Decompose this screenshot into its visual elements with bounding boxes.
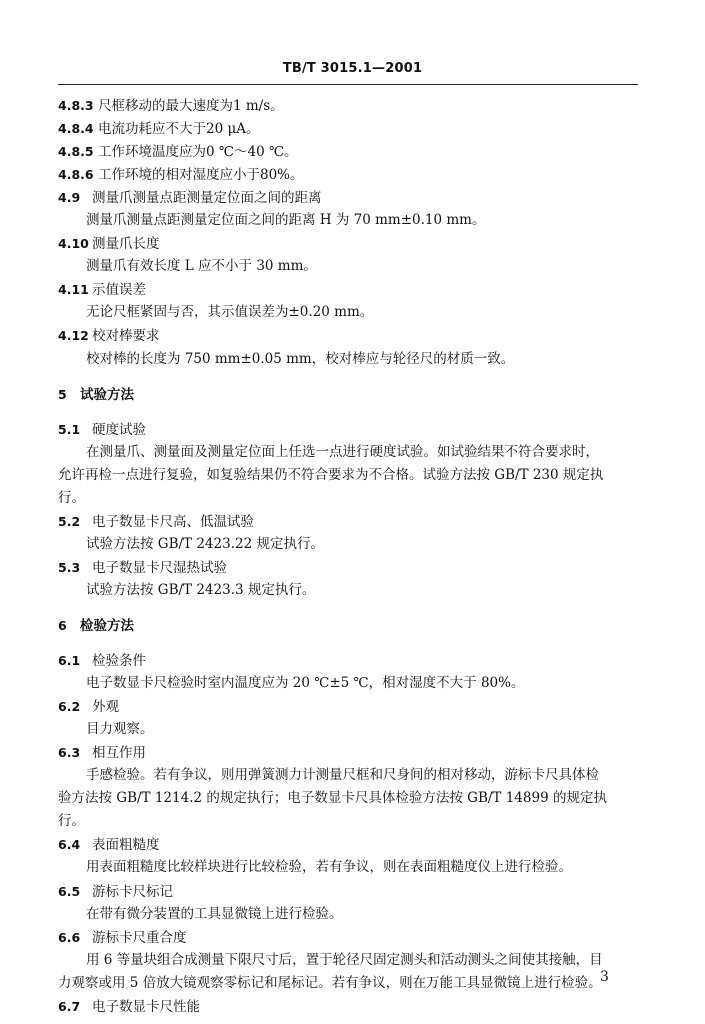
- clause-number: 6.6: [58, 929, 81, 945]
- clause-number: 4.11: [58, 282, 89, 298]
- clause-title: 电子数显卡尺高、低温试验: [92, 513, 254, 530]
- clause-title: 硬度试验: [92, 421, 146, 438]
- clause-6-7: [58, 995, 640, 1018]
- clause-number: 6.7: [58, 998, 81, 1014]
- clause-number: 6.5: [58, 883, 81, 899]
- clause-4-8-4: [58, 117, 640, 140]
- clause-title: 相互作用: [92, 745, 146, 762]
- clause-number: 4.9: [58, 190, 81, 206]
- clause-text: 电流功耗应不大于20 μA。: [98, 121, 260, 138]
- clause-number: 6.1: [58, 653, 81, 669]
- section-gap: [58, 371, 640, 383]
- clause-6-3: [58, 741, 640, 764]
- clause-title: 检验条件: [92, 653, 146, 670]
- clause-title: 校对棒要求: [92, 328, 160, 345]
- clause-body-continued: 验方法按 GB/T 1214.2 的规定执行；电子数显卡尺具体检验方法按 GB/T 14899 的规定执: [58, 790, 607, 807]
- clause-4-8-3: [58, 94, 640, 117]
- clause-body: 无论尺框紧固与否，其示值误差为±0.20 mm。: [86, 304, 374, 321]
- clause-4-11: [58, 278, 640, 301]
- clause-4-12: [58, 324, 640, 347]
- clause-4-9: [58, 186, 640, 209]
- section-gap: [58, 602, 640, 614]
- clause-5-1: [58, 418, 640, 441]
- clause-text: 工作环境的相对湿度应小于80%。: [98, 167, 304, 184]
- clause-body: 测量爪有效长度 L 应不小于 30 mm。: [86, 258, 317, 275]
- clause-body: 测量爪测量点距测量定位面之间的距离 H 为 70 mm±0.10 mm。: [86, 212, 486, 229]
- clause-title: 测量爪测量点距测量定位面之间的距离: [92, 190, 322, 207]
- clause-body-continued: 允许再检一点进行复验，如复验结果仍不符合要求为不合格。试验方法按 GB/T 230 规定执: [58, 466, 604, 483]
- clause-title: 游标卡尺标记: [92, 883, 173, 900]
- clause-text: 工作环境温度应为0 ℃～40 ℃。: [98, 144, 298, 161]
- clause-title: 游标卡尺重合度: [92, 929, 187, 946]
- clause-6-2: [58, 695, 640, 718]
- clause-body-continued: 行。: [58, 813, 85, 830]
- clause-number: 4.12: [58, 328, 89, 344]
- clause-number: 4.10: [58, 236, 89, 252]
- clause-body: 电子数显卡尺检验时室内温度应为 20 ℃±5 ℃，相对湿度不大于 80%。: [86, 675, 525, 692]
- clause-6-4: [58, 833, 640, 856]
- section-title: 检验方法: [80, 617, 134, 634]
- clause-5-3: [58, 556, 640, 579]
- document-body: [58, 94, 640, 1018]
- clause-body-continued: 力观察或用 5 倍放大镜观察零标记和尾标记。若有争议，则在万能工具显微镜上进行检验。: [58, 974, 602, 991]
- clause-body: 在带有微分装置的工具显微镜上进行检验。: [86, 905, 343, 922]
- clause-6-5: [58, 880, 640, 903]
- clause-body-continued: 行。: [58, 489, 85, 506]
- clause-title: 电子数显卡尺性能: [92, 998, 200, 1015]
- clause-4-8-5: [58, 140, 640, 163]
- clause-6-1: [58, 649, 640, 672]
- clause-number: 6.3: [58, 745, 81, 761]
- clause-title: 电子数显卡尺湿热试验: [92, 559, 227, 576]
- clause-number: 5.1: [58, 421, 81, 437]
- clause-title: 示值误差: [92, 282, 146, 299]
- document-header: TB/T 3015.1—2001: [282, 61, 423, 76]
- clause-number: 4.8.3: [58, 98, 94, 113]
- section-title: 试验方法: [80, 386, 134, 403]
- clause-text: 尺框移动的最大速度为1 m/s。: [98, 98, 284, 114]
- clause-title: 外观: [92, 699, 119, 716]
- clause-body: 手感检验。若有争议，则用弹簧测力计测量尺框和尺身间的相对移动，游标卡尺具体检: [86, 767, 599, 784]
- clause-number: 4.8.5: [58, 144, 94, 160]
- section-number: 6: [58, 617, 67, 633]
- clause-6-6: [58, 926, 640, 949]
- clause-body: 试验方法按 GB/T 2423.3 规定执行。: [86, 581, 316, 598]
- clause-body: 试验方法按 GB/T 2423.22 规定执行。: [86, 535, 324, 552]
- clause-number: 6.2: [58, 699, 81, 715]
- clause-4-8-6: [58, 163, 640, 186]
- clause-body: 校对棒的长度为 750 mm±0.05 mm，校对棒应与轮径尺的材质一致。: [86, 350, 515, 367]
- clause-5-2: [58, 510, 640, 533]
- section-number: 5: [58, 386, 67, 402]
- clause-number: 4.8.6: [58, 167, 94, 183]
- header-rule: [58, 84, 638, 85]
- clause-body: 用表面粗糙度比较样块进行比较检验，若有争议，则在表面粗糙度仪上进行检验。: [86, 859, 572, 876]
- page-number: 3: [600, 969, 609, 985]
- section-gap: [58, 406, 640, 418]
- section-5-heading: [58, 383, 640, 406]
- clause-body: 在测量爪、测量面及测量定位面上任选一点进行硬度试验。如试验结果不符合要求时，: [86, 443, 599, 460]
- section-6-heading: [58, 614, 640, 637]
- clause-title: 表面粗糙度: [92, 837, 160, 854]
- section-gap: [58, 637, 640, 649]
- clause-number: 4.8.4: [58, 121, 94, 137]
- clause-title: 测量爪长度: [92, 236, 160, 253]
- clause-number: 6.4: [58, 837, 81, 853]
- clause-number: 5.3: [58, 559, 81, 575]
- clause-body: 用 6 等量块组合成测量下限尺寸后，置于轮径尺固定测头和活动测头之间使其接触，目: [86, 951, 603, 968]
- clause-body: 目力观察。: [86, 721, 154, 738]
- clause-number: 5.2: [58, 513, 81, 529]
- clause-4-10: [58, 232, 640, 255]
